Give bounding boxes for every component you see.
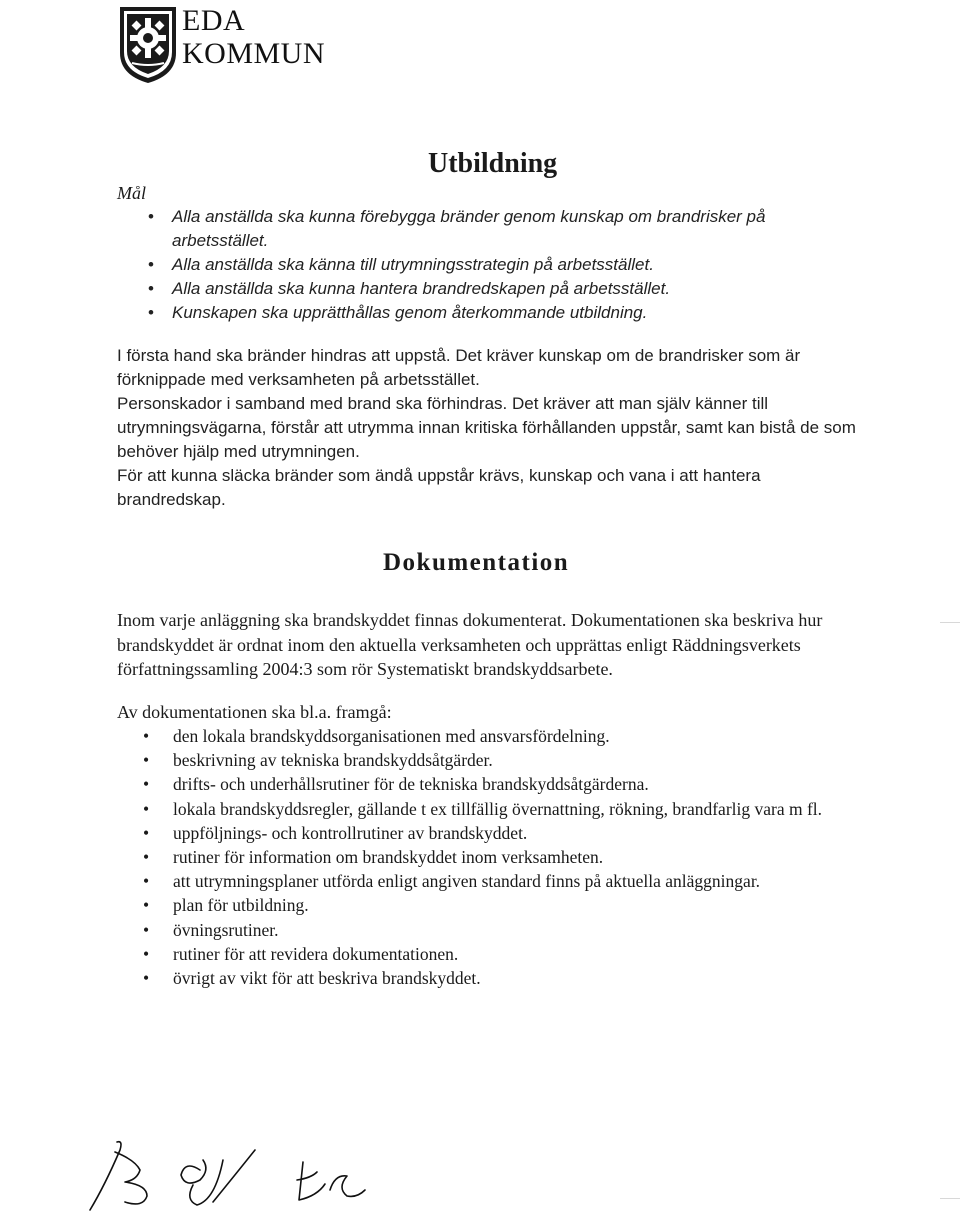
list-item: • att utrymningsplaner utförda enligt angiven standard finns på aktuella anläggningar.: [143, 869, 843, 893]
list-item: • uppföljnings- och kontrollrutiner av brandskyddet.: [143, 821, 843, 845]
documentation-requirements-list: [143, 724, 843, 990]
goal-item: • Kunskapen ska upprätthållas genom återkommande utbildning.: [148, 301, 828, 325]
list-item: • övrigt av vikt för att beskriva brandskyddet.: [143, 966, 843, 990]
brand-line-1: EDA: [182, 4, 246, 37]
list-item: • rutiner för att revidera dokumentationen.: [143, 942, 843, 966]
section-title-dokumentation: Dokumentation: [383, 549, 570, 576]
list-item: • plan för utbildning.: [143, 893, 843, 917]
section-title-utbildning: Utbildning: [428, 148, 558, 179]
list-item: • beskrivning av tekniska brandskyddsåtgärder.: [143, 748, 843, 772]
handwritten-signature: [85, 1130, 385, 1215]
list-intro: Av dokumentationen ska bl.a. framgå:: [117, 702, 392, 722]
goal-item: • Alla anställda ska känna till utrymningsstrategin på arbetsstället.: [148, 253, 828, 277]
list-item: • den lokala brandskyddsorganisationen med ansvarsfördelning.: [143, 724, 843, 748]
goal-item: • Alla anställda ska kunna förebygga bränder genom kunskap om brandrisker på arbetsstället.: [148, 205, 828, 253]
scan-artifact: [940, 1198, 960, 1199]
utbildning-body: [117, 344, 857, 512]
body-paragraph: Inom varje anläggning ska brandskyddet finnas dokumenterat. Dokumentationen ska beskriva hur brandskyddet är ordnat inom den aktuella verksamheten och upprättas enligt Räddningsverkets författningssamling 2004:3 som rör Systematiskt brandskyddsarbete.: [117, 610, 823, 679]
body-paragraph: I första hand ska bränder hindras att uppstå. Det kräver kunskap om de brandrisker som är förknippade med verksamheten på arbetsstället.: [117, 346, 801, 389]
goal-item: • Alla anställda ska kunna hantera brandredskapen på arbetsstället.: [148, 277, 828, 301]
list-item: • övningsrutiner.: [143, 918, 843, 942]
municipal-coat-of-arms-icon: [118, 5, 178, 85]
dokumentation-intro: [117, 608, 857, 682]
goals-list: [148, 205, 828, 325]
list-item: • drifts- och underhållsrutiner för de tekniska brandskyddsåtgärderna.: [143, 772, 843, 796]
brand-line-2: KOMMUN: [182, 37, 326, 70]
municipality-name: [182, 4, 325, 70]
body-paragraph: Personskador i samband med brand ska förhindras. Det kräver att man själv känner till utrymningsvägarna, förstår att utrymma innan kritiska förhållanden uppstår, samt kan bistå de som behöver hjälp med utrymningen.: [117, 394, 856, 461]
scan-artifact: [940, 622, 960, 623]
list-item: • lokala brandskyddsregler, gällande t ex tillfällig övernattning, rökning, brandfarlig vara m fl.: [143, 797, 843, 821]
list-item: • rutiner för information om brandskyddet inom verksamheten.: [143, 845, 843, 869]
goals-label: Mål: [117, 183, 146, 203]
body-paragraph: För att kunna släcka bränder som ändå uppstår krävs, kunskap och vana i att hantera brandredskap.: [117, 466, 761, 509]
